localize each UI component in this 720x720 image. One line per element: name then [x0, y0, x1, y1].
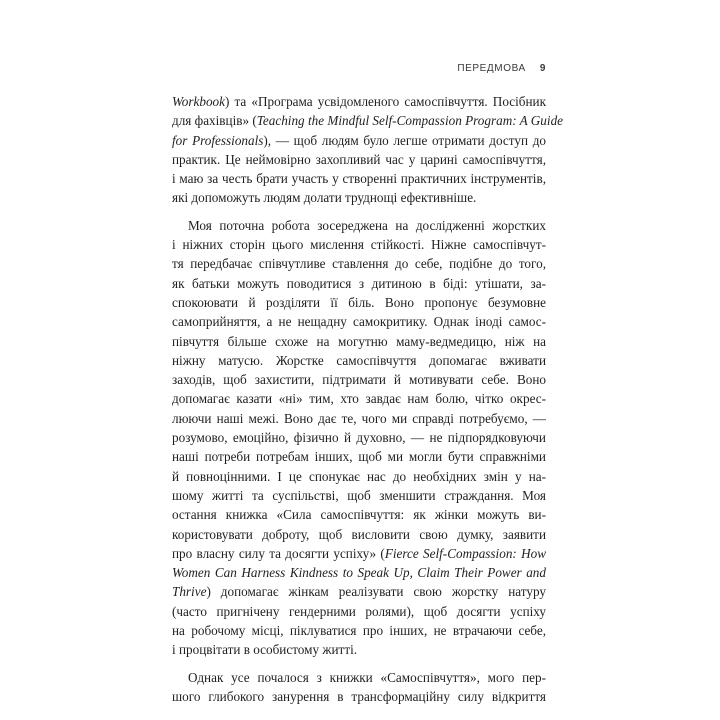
paragraph-gap [172, 660, 546, 668]
text-run: спокоювати й розділяти її біль. Воно пропонує безумовне [172, 294, 546, 310]
text-run: як батьки можуть поводитися з дитиною в біді: утішати, за- [172, 275, 546, 291]
text-line [172, 370, 546, 389]
italic-text: Fierce Self-Compassion: How [384, 545, 547, 561]
text-run: шому житті та суспільстві, щоб зменшити страждання. Моя [172, 487, 546, 503]
text-line [172, 428, 546, 447]
text-run: тя передбачає співчутливе ставлення до себе, подібне до того, [172, 256, 546, 272]
text-line [172, 150, 546, 169]
text-line [172, 216, 546, 235]
paragraph [172, 216, 546, 660]
text-run: для фахівців» ( [172, 113, 257, 129]
text-run: ) допомагає жінкам реалізувати свою жорстку натуру [206, 584, 546, 600]
text-run: півчуття більше схоже на могутню маму-ведмедицю, ніж на [172, 333, 546, 349]
text-run: які допоможуть людям долати труднощі ефективніше. [172, 190, 477, 206]
text-run: Однак усе почалося з книжки «Самоспівчуття», мого пер- [188, 669, 546, 685]
italic-text: Workbook [172, 94, 225, 109]
text-line [172, 254, 546, 273]
text-run: на робочому місці, піклуватися про інших, не втрачаючи себе, [172, 623, 546, 639]
text-run: і ніжних сторін цього мислення стійкості. Ніжне самоспівчут- [172, 237, 546, 253]
text-line [172, 544, 546, 563]
text-run: шого глибокого занурення в трансформаційну силу відкриття [172, 688, 546, 704]
page-number: 9 [539, 63, 546, 74]
text-run: ніжну матусю. Жорстке самоспівчуття допомагає вживати [172, 352, 546, 368]
text-line [172, 505, 546, 524]
text-run: люючи наші межі. Воно дає те, чого ми справді потребуємо, — [172, 410, 546, 426]
italic-text: Thrive [172, 584, 207, 600]
text-run: (часто пригнічену гендерними ролями), щоб досягти успіху [172, 603, 546, 619]
text-line [172, 92, 546, 111]
text-line [172, 621, 546, 640]
text-line [172, 563, 546, 582]
text-line [172, 389, 546, 408]
text-line [172, 409, 546, 428]
section-title: ПЕРЕДМОВА [457, 63, 526, 74]
text-line [172, 486, 546, 505]
text-run: ) та «Програма усвідомленого самоспівчуття. Посібник [225, 94, 546, 109]
text-line [172, 312, 546, 331]
text-line [172, 668, 546, 687]
text-line [172, 274, 546, 293]
text-line [172, 293, 546, 312]
text-line [172, 332, 546, 351]
italic-text: Women Can Harness Kindness to Speak Up, Claim Their Power and [172, 565, 546, 581]
text-run: остання книжка «Сила самоспівчуття: як жінки можуть ви- [172, 507, 546, 523]
paragraph [172, 92, 564, 208]
text-line [172, 525, 546, 544]
text-line [172, 640, 546, 659]
text-run: практик. Це неймовірно захопливий час у царині самоспівчуття, [172, 151, 546, 167]
italic-text: for Professionals [172, 132, 264, 148]
text-run: Моя поточна робота зосереджена на дослідженні жорстких [188, 217, 546, 233]
text-line [172, 351, 546, 370]
text-run: й повноцінними. І це спонукає нас до необхідних змін у на- [172, 468, 546, 484]
text-line [172, 467, 546, 486]
text-line [172, 131, 546, 150]
text-line [172, 602, 546, 621]
body-text [172, 92, 564, 706]
text-line [172, 687, 546, 706]
italic-text: Teaching the Mindful Self-Compassion Program: A Guide [256, 113, 564, 129]
text-run: і процвітати в особистому житті. [172, 642, 358, 658]
text-run: самоприйняття, а не нещадну самокритику. Однак іноді самос- [172, 314, 546, 330]
paragraph-gap [172, 208, 546, 216]
text-line [172, 111, 564, 130]
text-run: ), — щоб людям було легше отримати доступ до [263, 132, 546, 148]
text-line [172, 169, 546, 188]
text-run: розумово, емоційно, фізично й духовно, — не підпорядковуючи [172, 430, 546, 446]
text-run: допомагає казати «ні» тим, хто завдає нам болю, чітко окрес- [172, 391, 546, 407]
running-head [380, 63, 546, 74]
text-run: про власну силу та досягти успіху» ( [172, 545, 385, 561]
paragraph [172, 668, 546, 707]
text-line [172, 188, 546, 207]
text-run: наші потреби потребам інших, щоб ми могли бути справжніми [172, 449, 546, 465]
text-line [172, 582, 546, 601]
text-line [172, 235, 546, 254]
text-run: і маю за честь брати участь у створенні практичних інструментів, [172, 171, 546, 187]
text-line [172, 447, 546, 466]
text-run: заходів, щоб захистити, підтримати й мотивувати себе. Воно [172, 372, 546, 388]
text-run: користовувати доброту, щоб висловити свою думку, заявити [172, 526, 546, 542]
